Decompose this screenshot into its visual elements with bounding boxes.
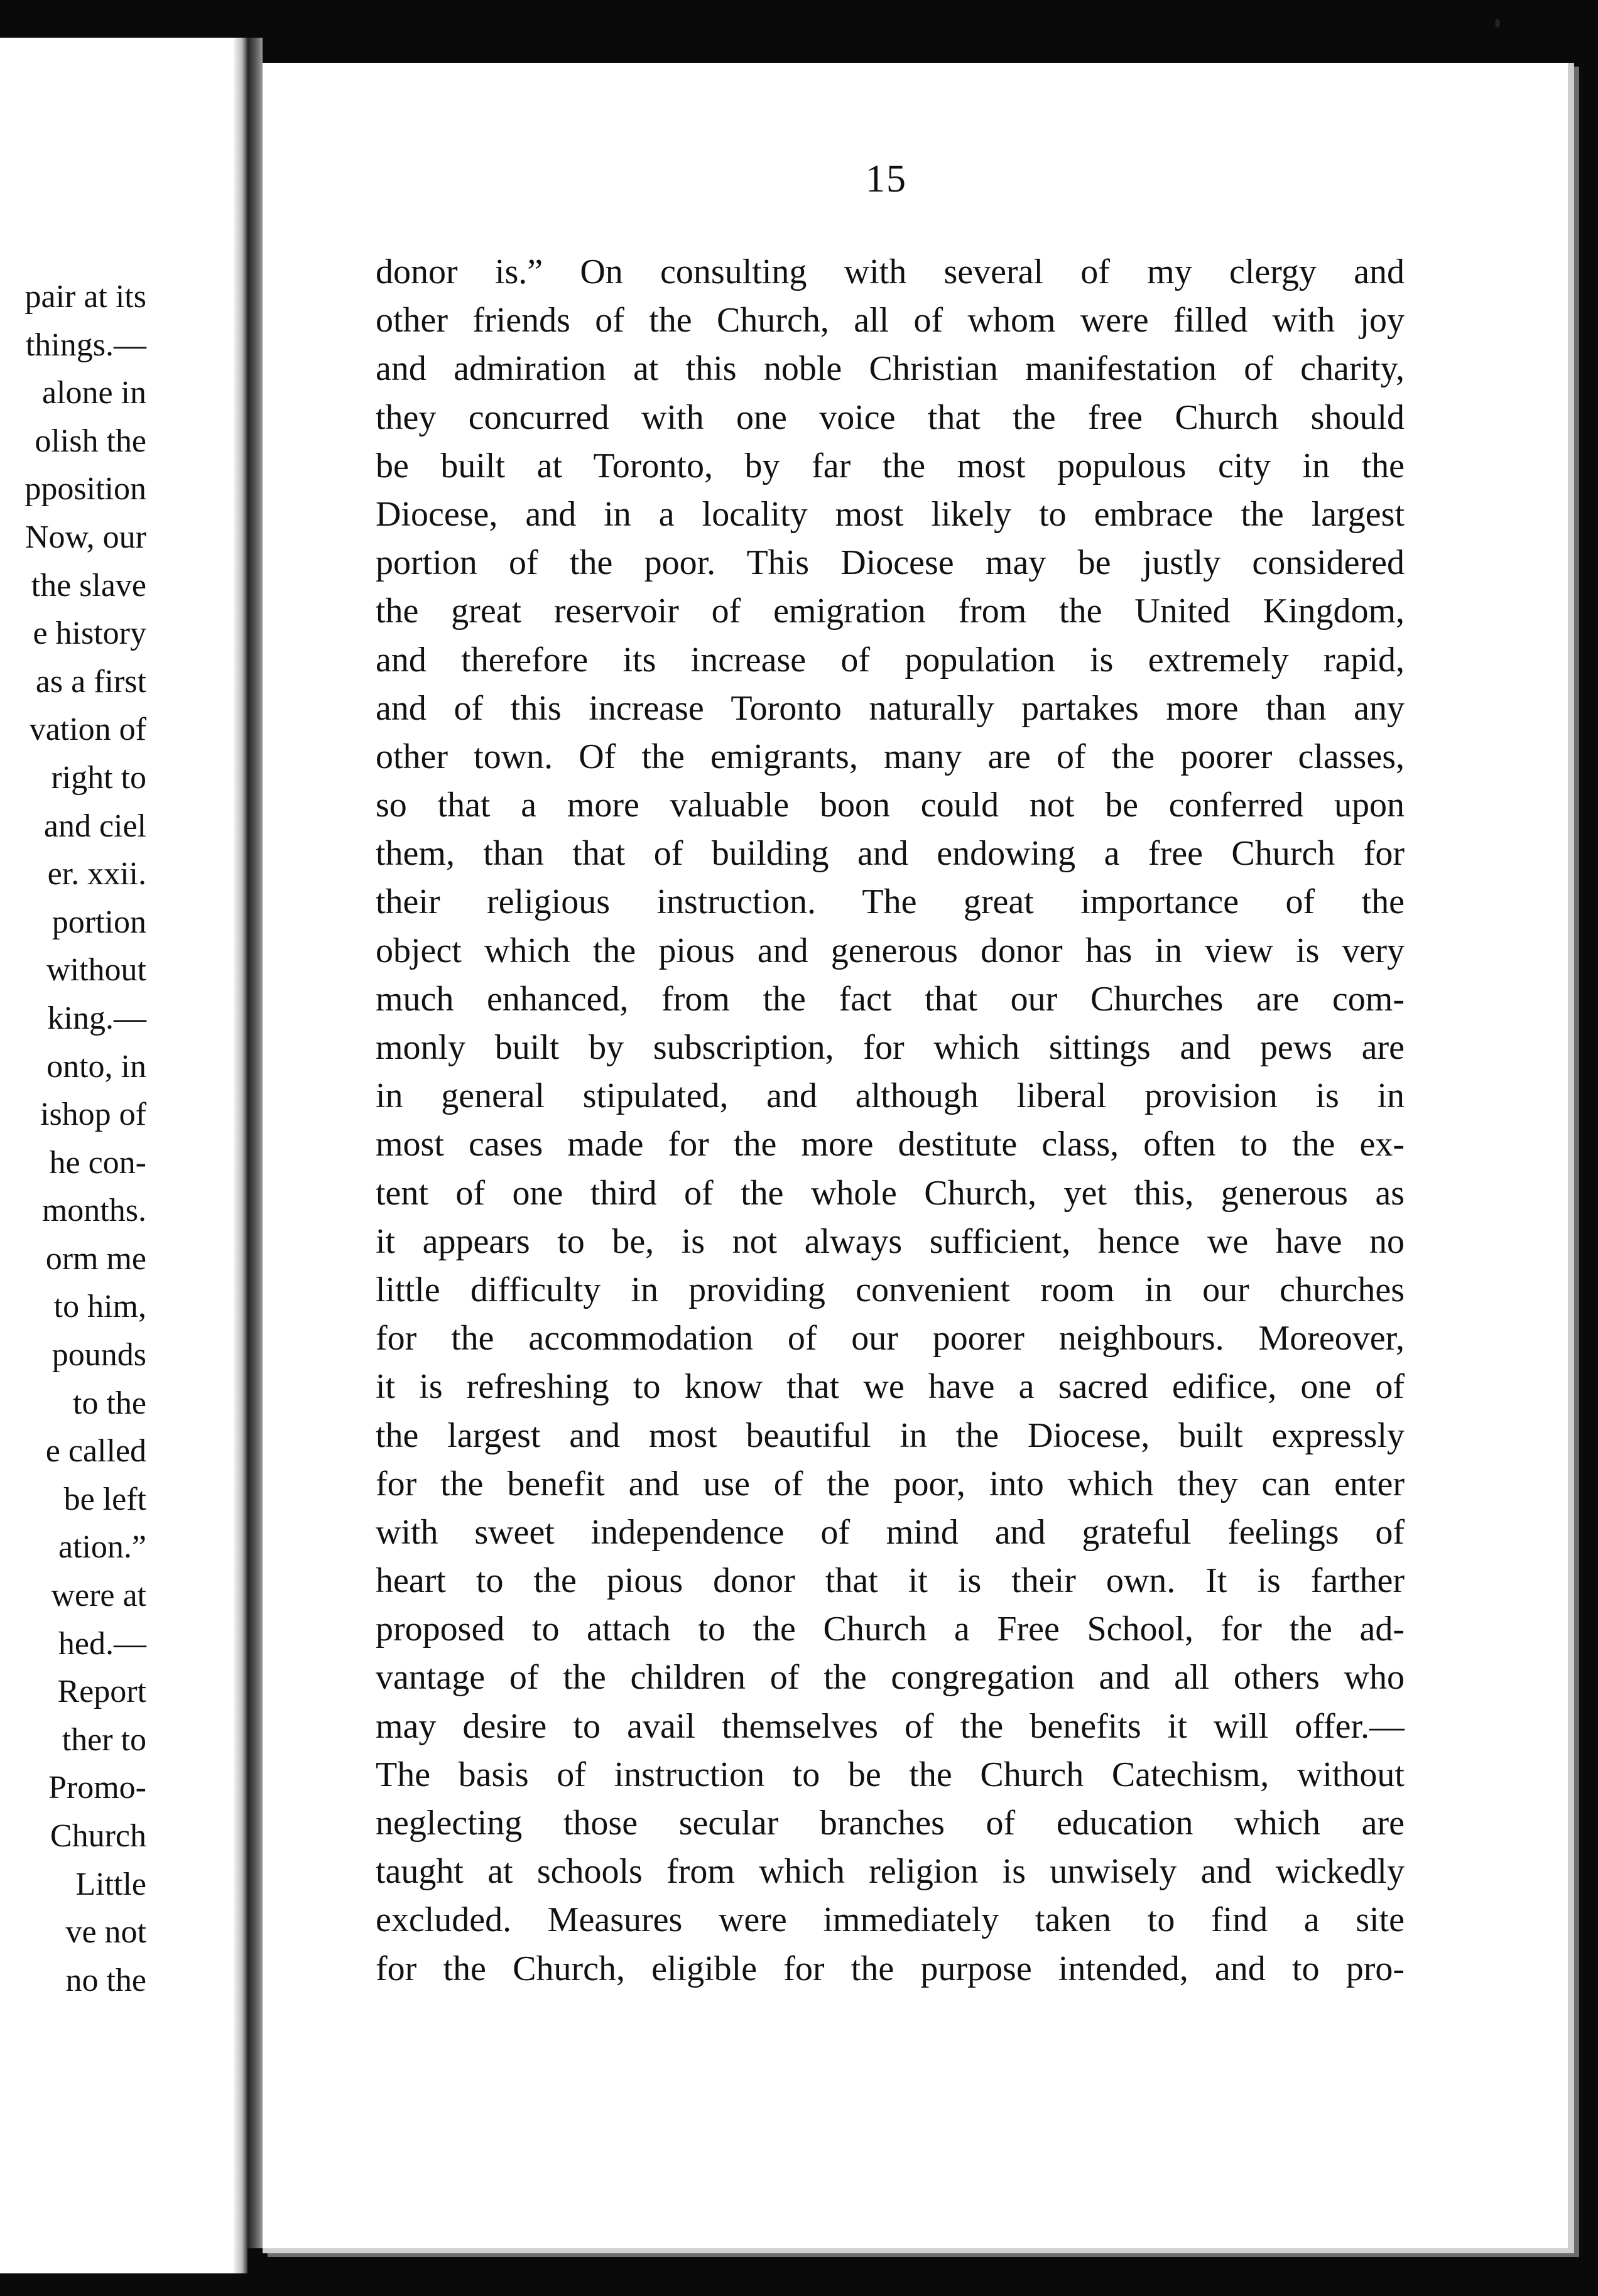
text-line: donor is.” On consulting with several of my clergy and — [376, 252, 1405, 291]
left-page-line: to the — [73, 1385, 146, 1421]
ink-speck — [1495, 19, 1500, 28]
text-line: them, than that of building and endowing a free Church for — [376, 834, 1405, 874]
main-body-text — [376, 248, 1405, 1993]
text-line: most cases made for the more destitute class, often to the ex- — [376, 1125, 1405, 1164]
text-line: tent of one third of the whole Church, yet this, generous as — [376, 1173, 1405, 1213]
text-line: other friends of the Church, all of whom were filled with joy — [376, 301, 1405, 340]
page-number: 15 — [866, 158, 907, 200]
text-line: taught at schools from which religion is unwisely and wickedly — [376, 1852, 1405, 1892]
left-page-line: pair at its — [24, 279, 146, 315]
text-line: portion of the poor. This Diocese may be justly considered — [376, 543, 1405, 583]
left-page-line: ther to — [62, 1721, 146, 1758]
text-line: vantage of the children of the congregation and all others who — [376, 1658, 1405, 1698]
left-page-line: as a first — [35, 663, 146, 700]
text-line: heart to the pious donor that it is their own. It is farther — [376, 1561, 1405, 1601]
left-page-line: e called — [45, 1433, 146, 1470]
left-facing-page — [0, 38, 246, 2273]
left-page-line: vation of — [29, 712, 146, 748]
text-line: for the Church, eligible for the purpose intended, and to pro- — [376, 1949, 1405, 1988]
text-line: other town. Of the emigrants, many are of the poorer classes, — [376, 737, 1405, 776]
text-line: and admiration at this noble Christian manifestation of charity, — [376, 349, 1405, 389]
left-page-line: king.— — [47, 1000, 146, 1036]
text-line: and therefore its increase of population is extremely rapid, — [376, 640, 1405, 680]
left-page-line: olish the — [35, 423, 146, 459]
left-page-line: the slave — [31, 567, 146, 604]
left-page-line: right to — [51, 759, 146, 796]
text-line: the great reservoir of emigration from the United Kingdom, — [376, 592, 1405, 631]
left-page-line: Little — [75, 1866, 146, 1902]
left-page-line: portion — [52, 904, 146, 940]
text-line: they concurred with one voice that the free Church should — [376, 398, 1405, 437]
left-page-line: things.— — [25, 327, 146, 363]
left-page-line: Promo- — [48, 1770, 146, 1806]
text-line: be built at Toronto, by far the most populous city in the — [376, 446, 1405, 485]
left-page-line: pposition — [24, 471, 146, 507]
text-line: Diocese, and in a locality most likely to embrace the largest — [376, 494, 1405, 534]
left-page-line: onto, in — [46, 1048, 146, 1085]
left-page-line: er. xxii. — [47, 856, 146, 892]
left-page-line: ishop of — [40, 1097, 146, 1133]
left-page-line: to him, — [53, 1289, 146, 1325]
text-line: in general stipulated, and although liberal provision is in — [376, 1076, 1405, 1116]
left-page-line: orm me — [45, 1240, 146, 1277]
text-line: excluded. Measures were immediately taken to find a site — [376, 1900, 1405, 1940]
text-line: their religious instruction. The great importance of the — [376, 882, 1405, 922]
left-page-line: alone in — [41, 375, 146, 411]
text-line: neglecting those secular branches of education which are — [376, 1804, 1405, 1843]
text-line: object which the pious and generous donor has in view is very — [376, 931, 1405, 970]
left-page-line: Report — [57, 1674, 146, 1710]
left-page-line: without — [46, 952, 146, 988]
left-page-line: months. — [41, 1193, 146, 1229]
text-line: for the benefit and use of the poor, into which they can enter — [376, 1464, 1405, 1503]
text-line: proposed to attach to the Church a Free School, for the ad- — [376, 1610, 1405, 1649]
book-spine-shadow — [247, 38, 263, 2248]
text-line: it appears to be, is not always sufficient, hence we have no — [376, 1221, 1405, 1261]
left-page-line: and ciel — [43, 808, 146, 844]
left-page-line: e history — [33, 615, 146, 652]
left-page-line: Now, our — [24, 519, 146, 555]
text-line: monly built by subscription, for which sittings and pews are — [376, 1028, 1405, 1067]
text-line: much enhanced, from the fact that our Churches are com- — [376, 979, 1405, 1019]
text-line: it is refreshing to know that we have a sacred edifice, one of — [376, 1367, 1405, 1407]
left-page-line: Church — [50, 1818, 146, 1854]
text-line: the largest and most beautiful in the Diocese, built expressly — [376, 1416, 1405, 1455]
left-page-gutter — [234, 38, 247, 2273]
left-page-line: he con- — [49, 1144, 146, 1181]
left-page-line: ation.” — [58, 1529, 146, 1566]
left-page-text — [24, 273, 146, 2005]
text-line: The basis of instruction to be the Church Catechism, without — [376, 1755, 1405, 1794]
left-page-line: ve not — [65, 1914, 146, 1951]
text-line: so that a more valuable boon could not be conferred upon — [376, 786, 1405, 825]
left-page-line: hed.— — [58, 1625, 146, 1662]
left-page-line: no the — [65, 1962, 146, 1998]
left-page-line: pounds — [52, 1337, 146, 1373]
text-line: and of this increase Toronto naturally partakes more than any — [376, 688, 1405, 728]
text-line: with sweet independence of mind and grateful feelings of — [376, 1512, 1405, 1552]
text-line: little difficulty in providing convenient room in our churches — [376, 1270, 1405, 1309]
left-page-line: be left — [63, 1481, 146, 1517]
text-line: for the accommodation of our poorer neighbours. Moreover, — [376, 1319, 1405, 1358]
text-line: may desire to avail themselves of the benefits it will offer.— — [376, 1706, 1405, 1746]
left-page-line: were at — [51, 1578, 146, 1614]
